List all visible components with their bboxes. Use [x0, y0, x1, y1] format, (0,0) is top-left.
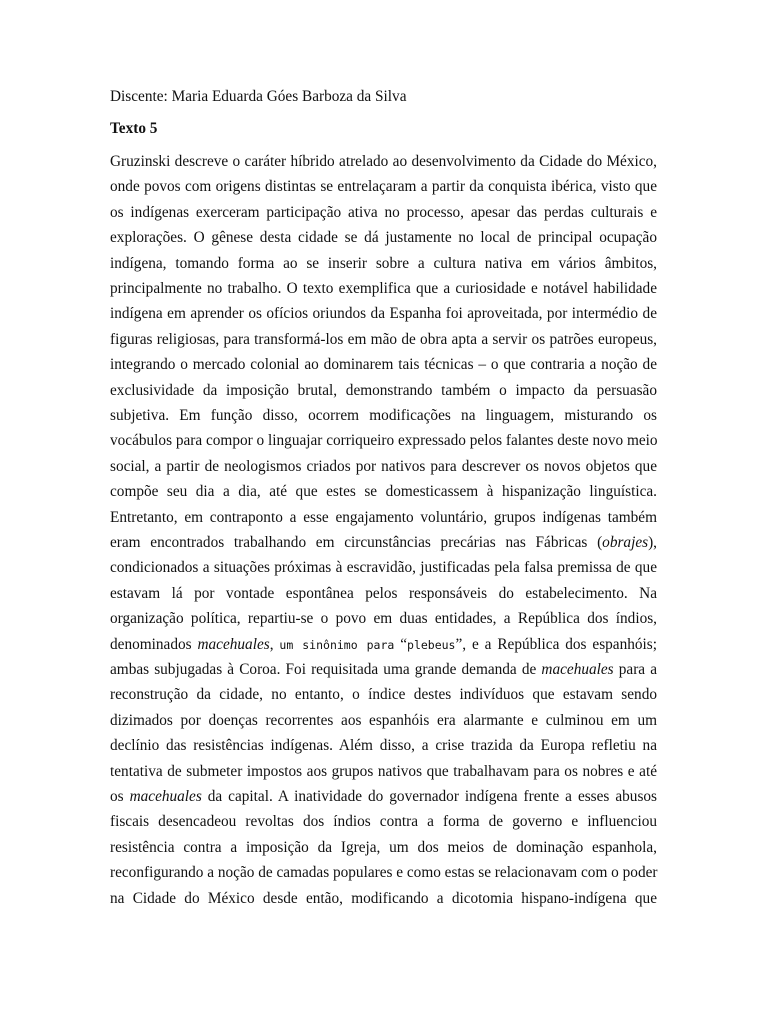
paragraph-line	[110, 839, 657, 857]
text-segment: ambas subjugadas à Coroa. Foi requisitada uma grande demanda de	[110, 661, 542, 678]
text-segment: macehuales	[129, 788, 202, 805]
text-segment: ”, e a República dos espanhóis;	[455, 635, 657, 653]
paragraph-line	[110, 763, 657, 781]
text-segment: para a	[613, 661, 657, 678]
paragraph-line	[110, 661, 657, 679]
text-segment: da capital. A inatividade do governador indígena frente a esses abusos	[201, 788, 657, 805]
paragraph-line	[110, 788, 657, 806]
paragraph-line	[110, 204, 657, 222]
text-segment: dizimados por doenças recorrentes aos espanhóis era alarmante e culminou em um	[110, 711, 657, 729]
text-segment: reconstrução da cidade, no entanto, o índice destes indivíduos que estavam sendo	[110, 686, 657, 704]
paragraph-line	[110, 382, 657, 400]
paragraph-line	[110, 610, 657, 628]
text-segment: condicionados a situações próximas à escravidão, justificadas pela falsa premissa de que	[110, 559, 657, 577]
text-segment: indígena em aprender os ofícios oriundos da Espanha foi aproveitada, por intermédio de	[110, 305, 657, 323]
text-segment: “	[394, 635, 408, 653]
text-segment: subjetiva. Em função disso, ocorrem modificações na linguagem, misturando os	[110, 407, 657, 424]
paragraph-line	[110, 890, 657, 908]
paragraph-line	[110, 864, 657, 882]
text-segment: exclusividade da imposição brutal, demonstrando também o impacto da persuasão	[110, 381, 657, 399]
paragraph-line	[110, 813, 657, 831]
text-segment: os	[110, 788, 130, 805]
paragraph-line	[110, 737, 657, 755]
paragraph-line	[110, 255, 657, 273]
text-segment: integrando o mercado colonial ao dominarem tais técnicas – o que contraria a noção de	[110, 356, 657, 374]
text-segment: fiscais desencadeou revoltas dos índios contra a forma de governo e influenciou	[110, 813, 657, 831]
paragraph-line	[110, 229, 657, 247]
text-segment: denominados	[110, 635, 198, 653]
paragraph-line	[110, 686, 657, 704]
text-segment: social, a partir de neologismos criados por nativos para descrever os novos objetos que	[110, 457, 657, 475]
text-segment: obrajes	[602, 534, 649, 551]
section-heading: Texto 5	[110, 120, 158, 137]
text-segment: plebeus	[407, 637, 456, 652]
text-segment: reconfigurando a noção de camadas populares e como estas se relacionavam com o poder	[110, 864, 658, 882]
paragraph-line	[110, 636, 657, 654]
paragraph-line	[110, 331, 657, 349]
paragraph-line	[110, 534, 657, 552]
paragraph-line	[110, 509, 657, 527]
paragraph-line	[110, 178, 657, 196]
paragraph-line	[110, 432, 657, 450]
text-segment: declínio das resistências indígenas. Além disso, a crise trazida da Europa refletiu na	[110, 737, 657, 755]
text-segment: principalmente no trabalho. O texto exemplifica que a curiosidade e notável habilidade	[110, 280, 657, 297]
paragraph-line	[110, 712, 657, 730]
paragraph-line	[110, 458, 657, 476]
text-segment: figuras religiosas, para transformá-los em mão de obra apta a servir os patrões europeus,	[110, 330, 657, 348]
text-segment: ,	[269, 635, 280, 653]
paragraph-line	[110, 356, 657, 374]
author-line: Discente: Maria Eduarda Góes Barboza da Silva	[110, 88, 407, 105]
text-segment: ),	[648, 534, 657, 551]
paragraph-line	[110, 280, 657, 298]
text-segment: na Cidade do México desde então, modificando a dicotomia hispano-indígena que	[110, 889, 657, 907]
paragraph-line	[110, 305, 657, 323]
text-segment: indígena, tomando forma ao se inserir sobre a cultura nativa em vários âmbitos,	[110, 254, 657, 272]
paragraph-line	[110, 483, 657, 501]
paragraph-line	[110, 585, 657, 603]
text-segment: explorações. O gênese desta cidade se dá justamente no local de principal ocupação	[110, 229, 657, 247]
text-segment: eram encontrados trabalhando em circunstâncias precárias nas Fábricas (	[110, 534, 603, 551]
text-segment: Entretanto, em contraponto a esse engajamento voluntário, grupos indígenas também	[110, 508, 657, 526]
text-segment: um sinônimo para	[279, 637, 395, 652]
text-segment: tentativa de submeter impostos aos grupos nativos que trabalhavam para os nobres e até	[110, 762, 657, 780]
text-segment: estavam lá por vontade espontânea pelos responsáveis do estabelecimento. Na	[110, 584, 657, 602]
text-segment: Gruzinski descreve o caráter híbrido atrelado ao desenvolvimento da Cidade do México,	[110, 153, 657, 170]
text-segment: os indígenas exerceram participação ativa no processo, apesar das perdas culturais e	[110, 203, 657, 221]
text-segment: macehuales	[541, 661, 614, 678]
text-segment: compõe seu dia a dia, até que estes se domesticassem à hispanização linguística.	[110, 483, 657, 501]
text-segment: vocábulos para compor o linguajar corriqueiro expressado pelos falantes deste novo meio	[110, 432, 658, 450]
text-segment: organização política, repartiu-se o povo em duas entidades, a República dos índios,	[110, 610, 657, 628]
text-segment: macehuales	[197, 635, 270, 653]
text-segment: resistência contra a imposição da Igreja, um dos meios de dominação espanhola,	[110, 838, 657, 856]
text-segment: onde povos com origens distintas se entrelaçaram a partir da conquista ibérica, visto que	[110, 178, 657, 196]
paragraph-line	[110, 407, 657, 425]
paragraph-line	[110, 153, 657, 171]
paragraph-line	[110, 559, 657, 577]
